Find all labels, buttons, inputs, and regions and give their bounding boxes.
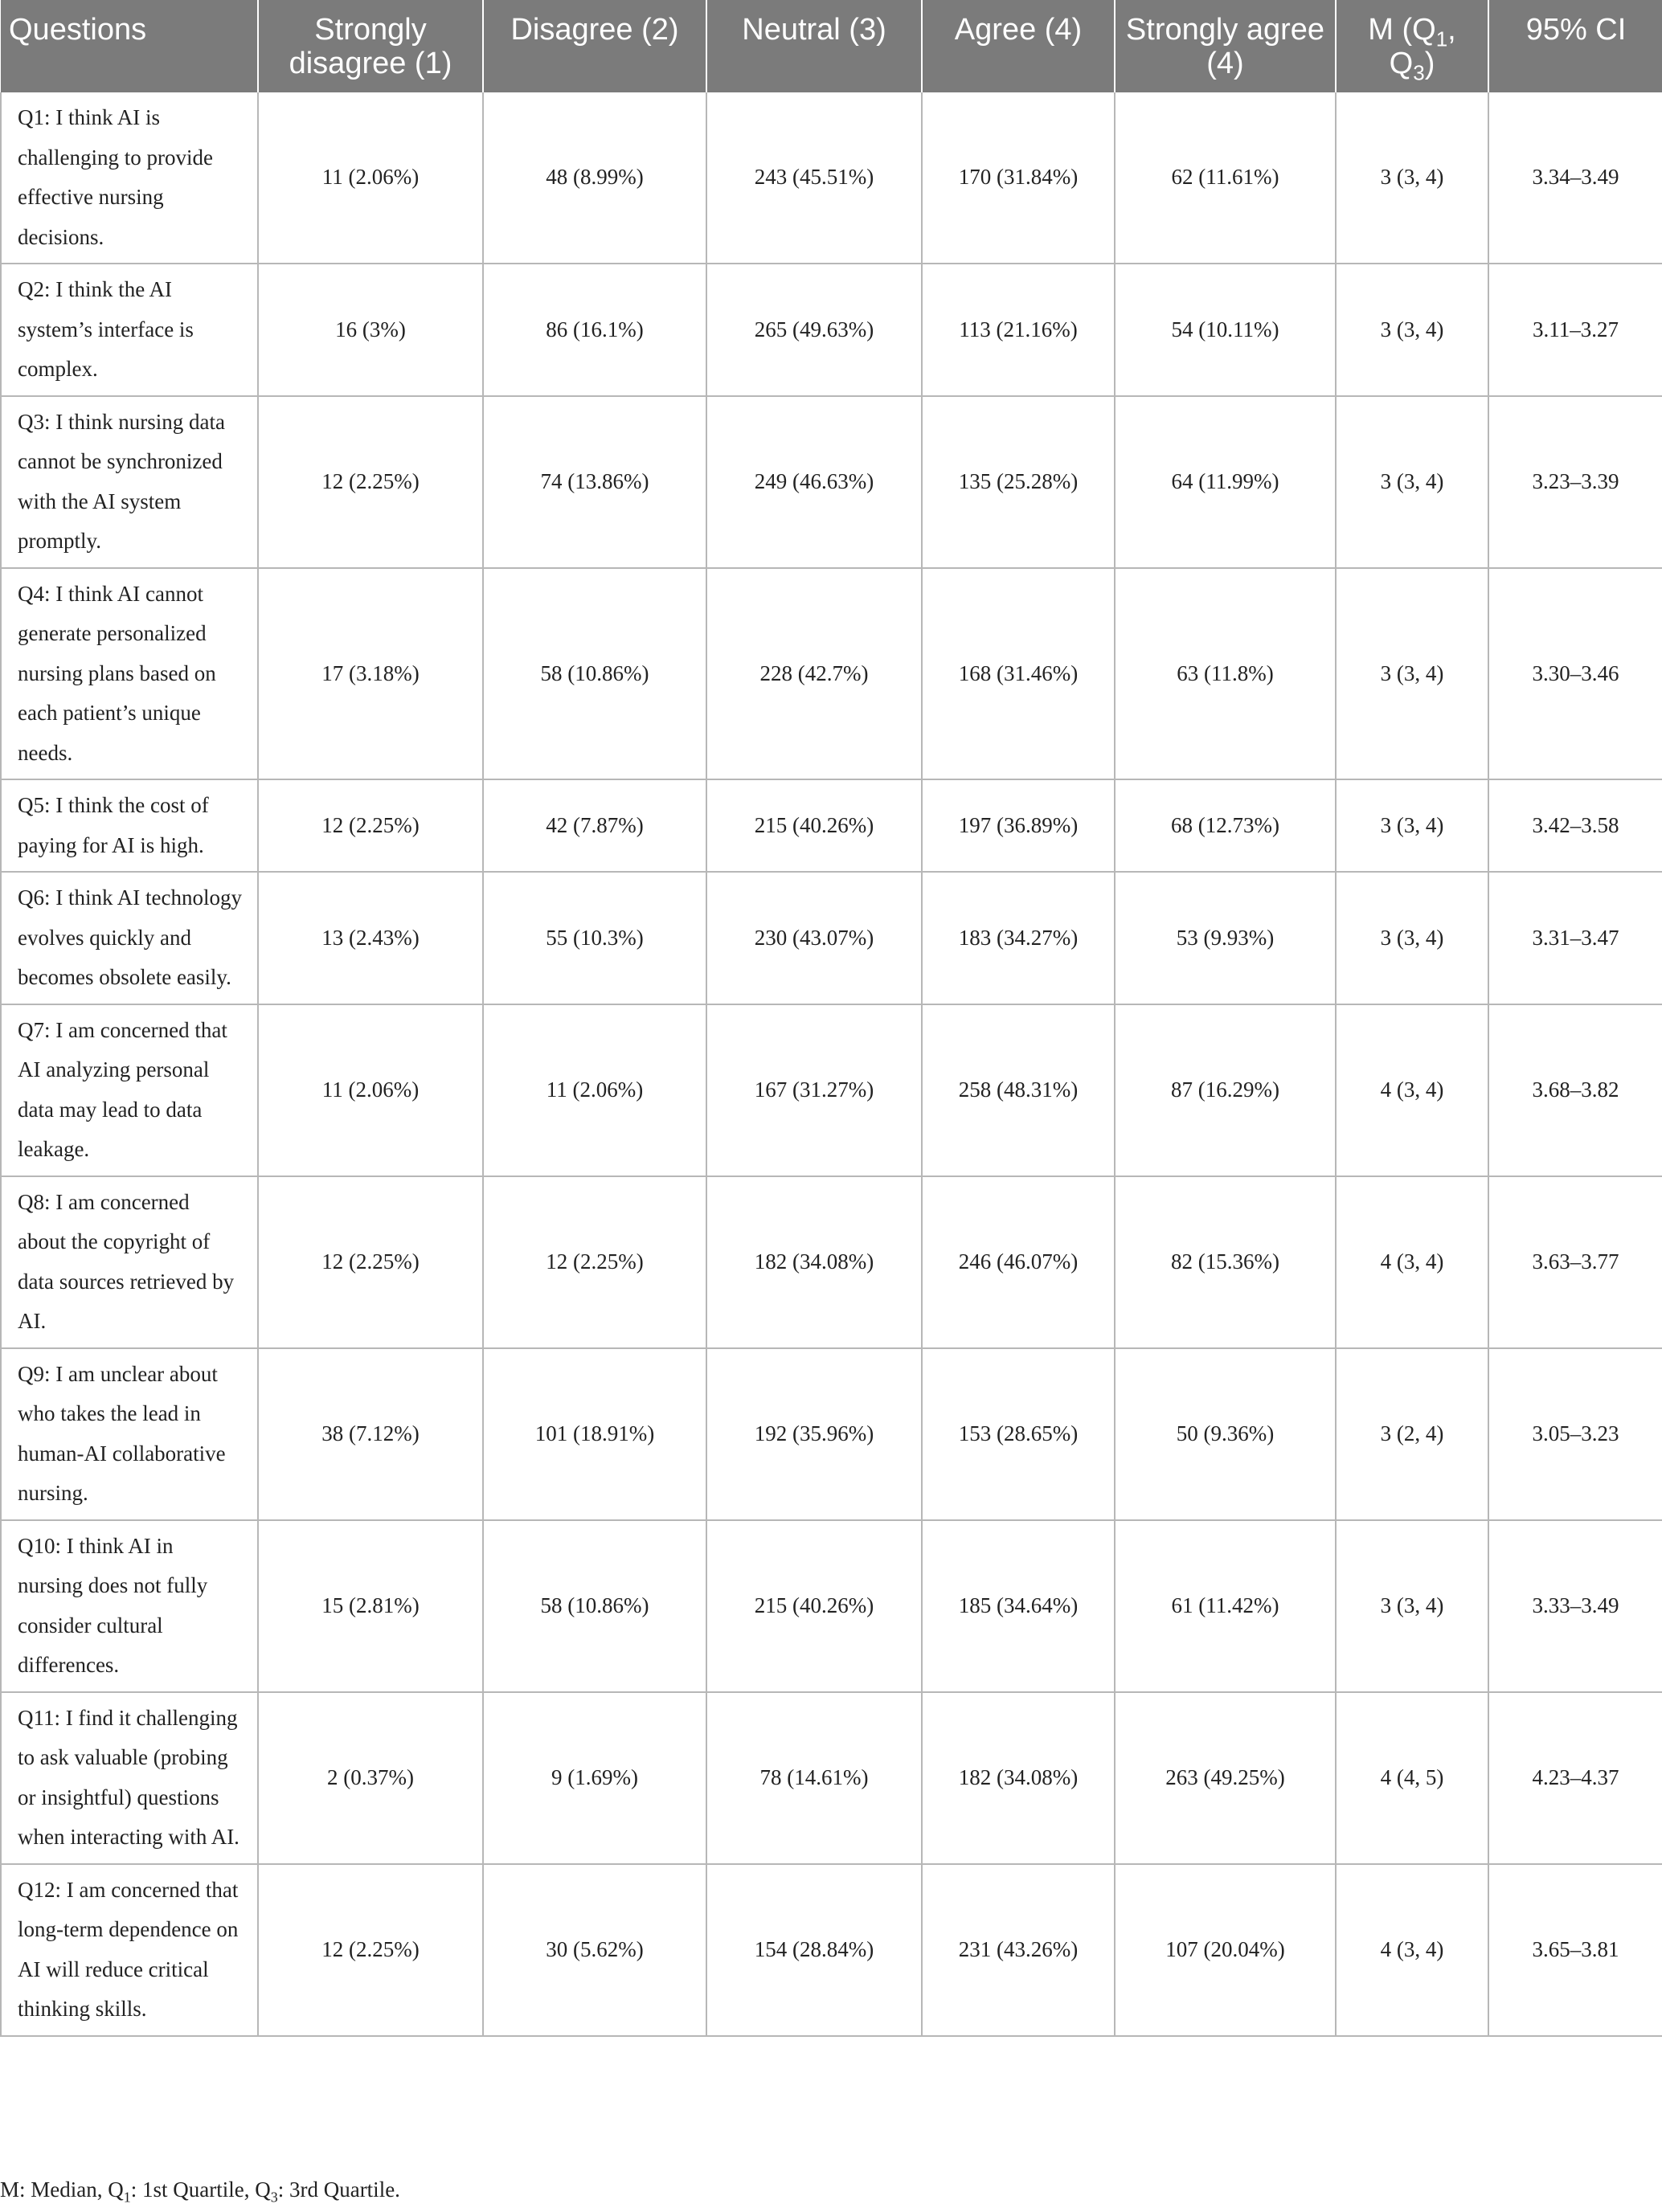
table-row	[1, 779, 1662, 872]
question-cell: Q2: I think the AI system’s interface is complex.	[1, 264, 258, 396]
table-row	[1, 396, 1662, 568]
question-cell: Q7: I am concerned that AI analyzing personal data may lead to data leakage.	[1, 1004, 258, 1176]
median-cell: 3 (3, 4)	[1336, 872, 1488, 1004]
neutral-cell: 78 (14.61%)	[706, 1692, 922, 1864]
agree-cell: 153 (28.65%)	[922, 1348, 1115, 1520]
footnote-part3: : 3rd Quartile.	[277, 2177, 400, 2202]
median-cell: 3 (3, 4)	[1336, 1520, 1488, 1692]
strongly-disagree-cell: 15 (2.81%)	[258, 1520, 483, 1692]
header-questions: Questions	[1, 0, 258, 92]
strongly-agree-cell: 50 (9.36%)	[1115, 1348, 1336, 1520]
disagree-cell: 101 (18.91%)	[483, 1348, 706, 1520]
neutral-cell: 215 (40.26%)	[706, 1520, 922, 1692]
strongly-agree-cell: 82 (15.36%)	[1115, 1176, 1336, 1348]
question-cell: Q1: I think AI is challenging to provide effective nursing decisions.	[1, 92, 258, 264]
strongly-agree-cell: 54 (10.11%)	[1115, 264, 1336, 396]
question-cell: Q8: I am concerned about the copyright of data sources retrieved by AI.	[1, 1176, 258, 1348]
header-m-prefix: M (Q	[1368, 13, 1436, 47]
strongly-agree-cell: 107 (20.04%)	[1115, 1864, 1336, 2036]
median-cell: 4 (3, 4)	[1336, 1176, 1488, 1348]
neutral-cell: 154 (28.84%)	[706, 1864, 922, 2036]
header-median-quartiles	[1336, 0, 1488, 92]
header-neutral: Neutral (3)	[706, 0, 922, 92]
table-footnote	[0, 2177, 400, 2206]
neutral-cell: 265 (49.63%)	[706, 264, 922, 396]
ci-cell: 3.65–3.81	[1488, 1864, 1662, 2036]
agree-cell: 168 (31.46%)	[922, 568, 1115, 780]
disagree-cell: 42 (7.87%)	[483, 779, 706, 872]
agree-cell: 258 (48.31%)	[922, 1004, 1115, 1176]
median-cell: 3 (3, 4)	[1336, 568, 1488, 780]
strongly-agree-cell: 263 (49.25%)	[1115, 1692, 1336, 1864]
strongly-disagree-cell: 12 (2.25%)	[258, 779, 483, 872]
median-cell: 3 (3, 4)	[1336, 779, 1488, 872]
header-strongly-agree: Strongly agree (4)	[1115, 0, 1336, 92]
table-row	[1, 1004, 1662, 1176]
table-row	[1, 872, 1662, 1004]
strongly-agree-cell: 62 (11.61%)	[1115, 92, 1336, 264]
disagree-cell: 30 (5.62%)	[483, 1864, 706, 2036]
strongly-disagree-cell: 12 (2.25%)	[258, 396, 483, 568]
disagree-cell: 58 (10.86%)	[483, 1520, 706, 1692]
header-strongly-disagree: Strongly disagree (1)	[258, 0, 483, 92]
median-cell: 3 (2, 4)	[1336, 1348, 1488, 1520]
table-body	[1, 92, 1662, 2036]
agree-cell: 113 (21.16%)	[922, 264, 1115, 396]
header-m-sub1: 1	[1435, 27, 1448, 51]
disagree-cell: 11 (2.06%)	[483, 1004, 706, 1176]
disagree-cell: 48 (8.99%)	[483, 92, 706, 264]
ci-cell: 3.30–3.46	[1488, 568, 1662, 780]
strongly-agree-cell: 61 (11.42%)	[1115, 1520, 1336, 1692]
table-row	[1, 1348, 1662, 1520]
disagree-cell: 86 (16.1%)	[483, 264, 706, 396]
strongly-agree-cell: 68 (12.73%)	[1115, 779, 1336, 872]
header-row	[1, 0, 1662, 92]
agree-cell: 135 (25.28%)	[922, 396, 1115, 568]
strongly-agree-cell: 63 (11.8%)	[1115, 568, 1336, 780]
ci-cell: 3.23–3.39	[1488, 396, 1662, 568]
median-cell: 3 (3, 4)	[1336, 396, 1488, 568]
disagree-cell: 58 (10.86%)	[483, 568, 706, 780]
ci-cell: 3.42–3.58	[1488, 779, 1662, 872]
disagree-cell: 74 (13.86%)	[483, 396, 706, 568]
table-row	[1, 92, 1662, 264]
neutral-cell: 228 (42.7%)	[706, 568, 922, 780]
question-cell: Q3: I think nursing data cannot be synchronized with the AI system promptly.	[1, 396, 258, 568]
table-header	[1, 0, 1662, 92]
ci-cell: 3.34–3.49	[1488, 92, 1662, 264]
strongly-agree-cell: 87 (16.29%)	[1115, 1004, 1336, 1176]
disagree-cell: 55 (10.3%)	[483, 872, 706, 1004]
footnote-part1: M: Median, Q	[0, 2177, 124, 2202]
question-cell: Q6: I think AI technology evolves quickly and becomes obsolete easily.	[1, 872, 258, 1004]
table-row	[1, 264, 1662, 396]
header-m-sub3: 3	[1413, 60, 1425, 85]
strongly-disagree-cell: 2 (0.37%)	[258, 1692, 483, 1864]
ci-cell: 3.68–3.82	[1488, 1004, 1662, 1176]
header-m-suffix: )	[1424, 47, 1435, 80]
ci-cell: 3.63–3.77	[1488, 1176, 1662, 1348]
ci-cell: 4.23–4.37	[1488, 1692, 1662, 1864]
question-cell: Q5: I think the cost of paying for AI is high.	[1, 779, 258, 872]
ci-cell: 3.05–3.23	[1488, 1348, 1662, 1520]
table-row	[1, 1692, 1662, 1864]
strongly-disagree-cell: 16 (3%)	[258, 264, 483, 396]
strongly-disagree-cell: 38 (7.12%)	[258, 1348, 483, 1520]
strongly-disagree-cell: 12 (2.25%)	[258, 1176, 483, 1348]
ci-cell: 3.33–3.49	[1488, 1520, 1662, 1692]
ci-cell: 3.31–3.47	[1488, 872, 1662, 1004]
median-cell: 3 (3, 4)	[1336, 92, 1488, 264]
agree-cell: 185 (34.64%)	[922, 1520, 1115, 1692]
question-cell: Q9: I am unclear about who takes the lead in human-AI collaborative nursing.	[1, 1348, 258, 1520]
strongly-agree-cell: 53 (9.93%)	[1115, 872, 1336, 1004]
header-agree: Agree (4)	[922, 0, 1115, 92]
question-cell: Q12: I am concerned that long-term dependence on AI will reduce critical thinking skills.	[1, 1864, 258, 2036]
table-row	[1, 1864, 1662, 2036]
neutral-cell: 243 (45.51%)	[706, 92, 922, 264]
strongly-agree-cell: 64 (11.99%)	[1115, 396, 1336, 568]
median-cell: 4 (4, 5)	[1336, 1692, 1488, 1864]
footnote-sub3: 3	[270, 2189, 278, 2206]
question-cell: Q11: I find it challenging to ask valuable (probing or insightful) questions when interacting with AI.	[1, 1692, 258, 1864]
neutral-cell: 167 (31.27%)	[706, 1004, 922, 1176]
agree-cell: 170 (31.84%)	[922, 92, 1115, 264]
strongly-disagree-cell: 17 (3.18%)	[258, 568, 483, 780]
agree-cell: 231 (43.26%)	[922, 1864, 1115, 2036]
disagree-cell: 12 (2.25%)	[483, 1176, 706, 1348]
agree-cell: 183 (34.27%)	[922, 872, 1115, 1004]
header-m-mid: , Q	[1389, 13, 1456, 80]
footnote-sub1: 1	[123, 2189, 131, 2206]
header-ci: 95% CI	[1525, 13, 1627, 47]
neutral-cell: 215 (40.26%)	[706, 779, 922, 872]
neutral-cell: 182 (34.08%)	[706, 1176, 922, 1348]
table-row	[1, 1176, 1662, 1348]
header-disagree: Disagree (2)	[483, 0, 706, 92]
strongly-disagree-cell: 11 (2.06%)	[258, 1004, 483, 1176]
question-cell: Q4: I think AI cannot generate personalized nursing plans based on each patient’s unique needs.	[1, 568, 258, 780]
strongly-disagree-cell: 11 (2.06%)	[258, 92, 483, 264]
table-row	[1, 1520, 1662, 1692]
table-row	[1, 568, 1662, 780]
median-cell: 4 (3, 4)	[1336, 1004, 1488, 1176]
neutral-cell: 192 (35.96%)	[706, 1348, 922, 1520]
agree-cell: 197 (36.89%)	[922, 779, 1115, 872]
footnote-part2: : 1st Quartile, Q	[130, 2177, 271, 2202]
neutral-cell: 249 (46.63%)	[706, 396, 922, 568]
ci-cell: 3.11–3.27	[1488, 264, 1662, 396]
strongly-disagree-cell: 13 (2.43%)	[258, 872, 483, 1004]
median-cell: 4 (3, 4)	[1336, 1864, 1488, 2036]
agree-cell: 182 (34.08%)	[922, 1692, 1115, 1864]
median-cell: 3 (3, 4)	[1336, 264, 1488, 396]
neutral-cell: 230 (43.07%)	[706, 872, 922, 1004]
agree-cell: 246 (46.07%)	[922, 1176, 1115, 1348]
strongly-disagree-cell: 12 (2.25%)	[258, 1864, 483, 2036]
disagree-cell: 9 (1.69%)	[483, 1692, 706, 1864]
question-cell: Q10: I think AI in nursing does not fully consider cultural differences.	[1, 1520, 258, 1692]
